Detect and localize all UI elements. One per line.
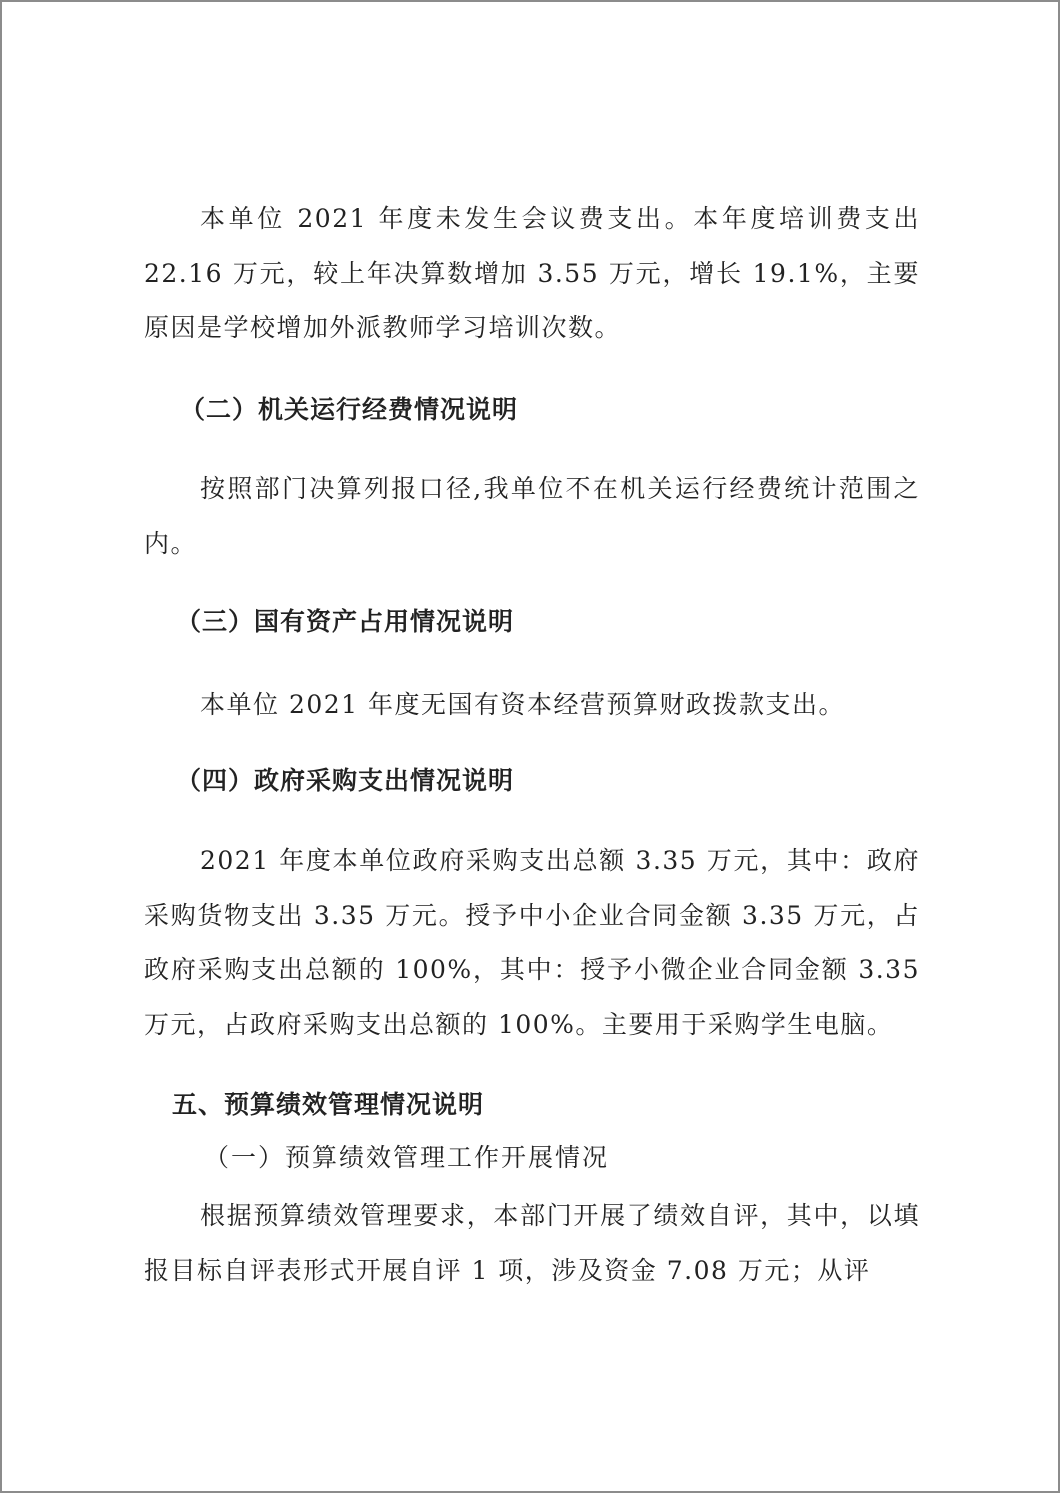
paragraph-state-assets: 本单位 2021 年度无国有资本经营预算财政拨款支出。 — [200, 690, 846, 719]
paragraph-office-operation-expenses: 按照部门决算列报口径,我单位不在机关运行经费统计范围之内。 — [144, 474, 920, 558]
heading-budget-performance: 五、预算绩效管理情况说明 — [172, 1090, 485, 1119]
heading-state-assets: （三）国有资产占用情况说明 — [176, 607, 515, 636]
heading-office-operation-expenses: （二）机关运行经费情况说明 — [180, 395, 519, 424]
subheading-performance-work: （一）预算绩效管理工作开展情况 — [204, 1143, 610, 1172]
paragraph-training-expenses: 本单位 2021 年度未发生会议费支出。本年度培训费支出22.16 万元，较上年决算数增加 3.55 万元，增长 19.1%，主要原因是学校增加外派教师学习培训次数。 — [144, 204, 920, 342]
heading-government-procurement: （四）政府采购支出情况说明 — [176, 766, 515, 795]
paragraph-performance-evaluation: 根据预算绩效管理要求，本部门开展了绩效自评，其中，以填报目标自评表形式开展自评 1 项，涉及资金 7.08 万元；从评 — [144, 1201, 920, 1285]
paragraph-government-procurement: 2021 年度本单位政府采购支出总额 3.35 万元，其中：政府采购货物支出 3.35 万元。授予中小企业合同金额 3.35 万元，占政府采购支出总额的 100%，其中：授予小微企业合同金额 3.35万元，占政府采购支出总额的 100%。主要用于采购学生电脑。 — [144, 846, 920, 1039]
